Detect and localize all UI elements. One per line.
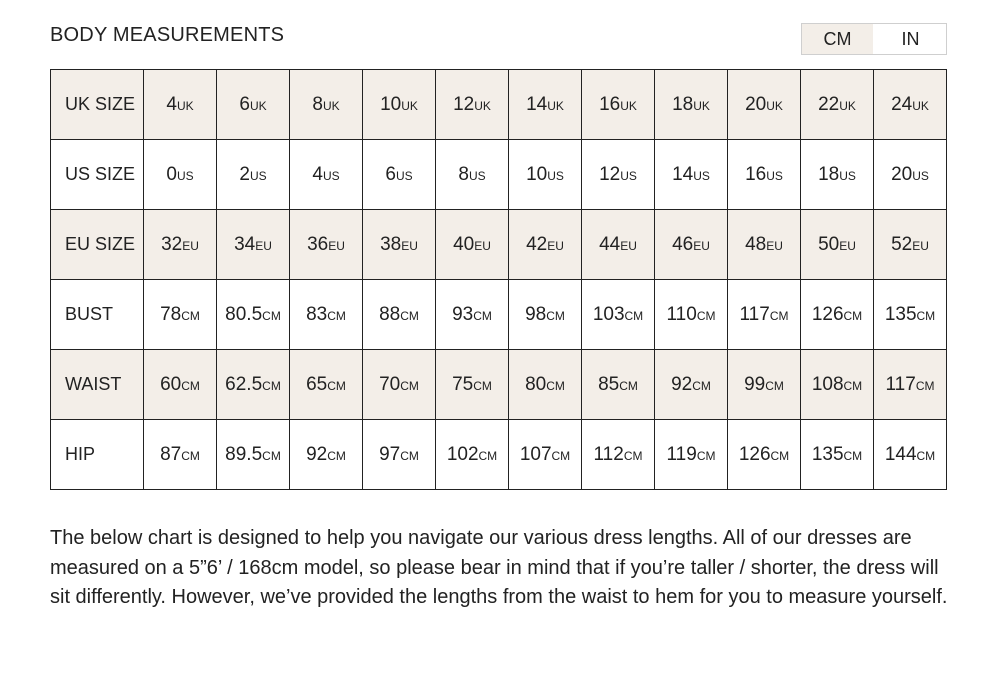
cell-unit: US xyxy=(547,168,564,183)
cell-unit: UK xyxy=(547,98,564,113)
cell-unit: US xyxy=(468,168,486,183)
cell-value: 8 xyxy=(312,93,323,115)
table-cell xyxy=(655,280,728,350)
cell-value: 88 xyxy=(379,303,401,325)
cell-unit: CM xyxy=(327,308,346,323)
table-cell xyxy=(144,420,217,490)
table-cell xyxy=(363,210,436,280)
cell-value: 117 xyxy=(885,373,916,395)
cell-unit: CM xyxy=(327,378,346,393)
cell-unit: CM xyxy=(400,308,419,323)
cell-value: 75 xyxy=(452,373,474,395)
cell-unit: UK xyxy=(693,98,710,113)
table-cell xyxy=(655,210,728,280)
cell-unit: CM xyxy=(624,308,644,323)
unit-toggle xyxy=(801,23,947,55)
cell-unit: EU xyxy=(912,238,929,253)
cell-unit: CM xyxy=(473,378,492,393)
cell-unit: EU xyxy=(182,238,199,253)
table-cell xyxy=(801,350,874,420)
table-cell xyxy=(363,140,436,210)
cell-unit: US xyxy=(249,168,267,183)
table-row xyxy=(51,350,947,420)
table-cell xyxy=(290,210,363,280)
table-cell xyxy=(509,280,582,350)
cell-value: 78 xyxy=(160,303,182,325)
table-cell xyxy=(436,420,509,490)
cell-value: 62.5 xyxy=(225,373,263,395)
row-label: BUST xyxy=(51,280,144,350)
table-cell xyxy=(728,420,801,490)
cell-value: 4 xyxy=(312,163,323,185)
cell-unit: CM xyxy=(916,448,936,463)
cell-value: 103 xyxy=(592,303,625,325)
cell-unit: UK xyxy=(839,98,856,113)
cell-unit: EU xyxy=(401,238,418,253)
row-label: WAIST xyxy=(51,350,144,420)
table-cell xyxy=(144,140,217,210)
cell-unit: CM xyxy=(181,378,200,393)
cm-toggle-button[interactable]: CM xyxy=(802,24,873,54)
cell-unit: CM xyxy=(692,378,711,393)
table-cell xyxy=(655,70,728,140)
cell-value: 42 xyxy=(526,233,548,255)
cell-value: 12 xyxy=(453,93,475,115)
cell-value: 98 xyxy=(525,303,547,325)
cell-unit: CM xyxy=(546,378,565,393)
size-table xyxy=(50,69,947,490)
table-cell xyxy=(655,350,728,420)
cell-value: 60 xyxy=(160,373,182,395)
cell-unit: CM xyxy=(696,448,716,463)
cell-value: 50 xyxy=(818,233,840,255)
table-cell xyxy=(509,420,582,490)
cell-unit: CM xyxy=(696,308,716,323)
cell-value: 24 xyxy=(891,93,913,115)
table-cell xyxy=(217,350,290,420)
cell-unit: UK xyxy=(912,98,929,113)
table-cell xyxy=(801,210,874,280)
cell-value: 22 xyxy=(818,93,840,115)
cell-value: 40 xyxy=(453,233,475,255)
cell-value: 107 xyxy=(519,443,552,465)
cell-unit: EU xyxy=(474,238,491,253)
table-cell xyxy=(655,140,728,210)
cell-value: 83 xyxy=(306,303,328,325)
table-cell xyxy=(874,420,947,490)
table-cell xyxy=(290,420,363,490)
cell-unit: CM xyxy=(843,448,863,463)
cell-value: 135 xyxy=(884,303,917,325)
table-cell xyxy=(874,70,947,140)
cell-value: 87 xyxy=(160,443,182,465)
cell-value: 126 xyxy=(811,303,844,325)
cell-value: 108 xyxy=(811,373,844,395)
table-cell xyxy=(728,140,801,210)
cell-unit: CM xyxy=(765,378,784,393)
table-cell xyxy=(436,280,509,350)
table-cell xyxy=(436,210,509,280)
table-cell xyxy=(728,210,801,280)
table-row xyxy=(51,210,947,280)
cell-value: 80 xyxy=(525,373,547,395)
page-title: BODY MEASUREMENTS xyxy=(50,24,285,46)
cell-value: 48 xyxy=(745,233,767,255)
cell-unit: CM xyxy=(551,448,571,463)
cell-unit: US xyxy=(693,168,710,183)
cell-unit: UK xyxy=(322,98,340,113)
row-label: US SIZE xyxy=(51,140,144,210)
cell-unit: US xyxy=(395,168,413,183)
cell-unit: US xyxy=(176,168,194,183)
cell-unit: UK xyxy=(401,98,418,113)
cell-unit: CM xyxy=(916,308,936,323)
cell-value: 20 xyxy=(745,93,767,115)
table-cell xyxy=(509,140,582,210)
cell-unit: UK xyxy=(474,98,491,113)
table-cell xyxy=(874,210,947,280)
cell-unit: EU xyxy=(766,238,783,253)
cell-unit: US xyxy=(839,168,856,183)
table-cell xyxy=(290,70,363,140)
cell-unit: EU xyxy=(547,238,564,253)
cell-unit: CM xyxy=(478,448,498,463)
table-cell xyxy=(144,210,217,280)
table-cell xyxy=(801,280,874,350)
cell-unit: CM xyxy=(623,448,643,463)
cell-value: 93 xyxy=(452,303,474,325)
cell-value: 10 xyxy=(380,93,402,115)
cell-value: 18 xyxy=(818,163,840,185)
table-cell xyxy=(582,420,655,490)
table-cell xyxy=(217,280,290,350)
cell-value: 20 xyxy=(891,163,913,185)
table-cell xyxy=(217,210,290,280)
cell-value: 16 xyxy=(599,93,621,115)
cell-unit: CM xyxy=(262,378,281,393)
cell-unit: CM xyxy=(769,308,789,323)
row-label: UK SIZE xyxy=(51,70,144,140)
cell-unit: CM xyxy=(546,308,565,323)
cell-value: 135 xyxy=(811,443,844,465)
cell-value: 52 xyxy=(891,233,913,255)
cell-value: 6 xyxy=(239,93,250,115)
cell-unit: EU xyxy=(693,238,710,253)
table-cell xyxy=(582,70,655,140)
table-cell xyxy=(874,350,947,420)
cell-value: 0 xyxy=(166,163,177,185)
table-cell xyxy=(217,70,290,140)
cell-value: 92 xyxy=(671,373,693,395)
cell-value: 85 xyxy=(598,373,620,395)
cell-value: 110 xyxy=(666,303,697,325)
table-cell xyxy=(801,140,874,210)
table-row xyxy=(51,140,947,210)
cell-value: 38 xyxy=(380,233,402,255)
table-cell xyxy=(874,280,947,350)
row-label: HIP xyxy=(51,420,144,490)
table-cell xyxy=(363,70,436,140)
cell-value: 14 xyxy=(672,163,694,185)
cell-unit: UK xyxy=(766,98,783,113)
cell-unit: EU xyxy=(620,238,637,253)
cell-value: 10 xyxy=(526,163,548,185)
cell-value: 144 xyxy=(884,443,917,465)
table-cell xyxy=(728,70,801,140)
table-cell xyxy=(509,70,582,140)
cell-unit: US xyxy=(912,168,929,183)
table-cell xyxy=(144,280,217,350)
cell-value: 102 xyxy=(446,443,479,465)
cell-unit: CM xyxy=(843,378,863,393)
cell-unit: CM xyxy=(843,308,863,323)
cell-unit: CM xyxy=(181,308,200,323)
cell-unit: CM xyxy=(915,378,935,393)
table-cell xyxy=(509,210,582,280)
cell-value: 8 xyxy=(458,163,469,185)
cell-value: 36 xyxy=(307,233,329,255)
cell-value: 44 xyxy=(599,233,621,255)
table-cell xyxy=(144,70,217,140)
cell-value: 126 xyxy=(738,443,771,465)
row-label: EU SIZE xyxy=(51,210,144,280)
table-cell xyxy=(582,350,655,420)
cell-unit: EU xyxy=(328,238,345,253)
table-cell xyxy=(436,140,509,210)
cell-unit: UK xyxy=(176,98,194,113)
cell-unit: UK xyxy=(249,98,267,113)
table-cell xyxy=(582,140,655,210)
table-cell xyxy=(217,420,290,490)
cell-value: 16 xyxy=(745,163,767,185)
cell-value: 65 xyxy=(306,373,328,395)
table-cell xyxy=(363,280,436,350)
table-cell xyxy=(582,280,655,350)
cell-value: 6 xyxy=(385,163,396,185)
cell-value: 80.5 xyxy=(225,303,263,325)
cell-unit: CM xyxy=(770,448,790,463)
table-row xyxy=(51,420,947,490)
cell-value: 18 xyxy=(672,93,694,115)
table-cell xyxy=(728,350,801,420)
table-cell xyxy=(144,350,217,420)
table-cell xyxy=(436,350,509,420)
table-cell xyxy=(363,420,436,490)
table-cell xyxy=(436,70,509,140)
cell-value: 46 xyxy=(672,233,694,255)
cell-unit: CM xyxy=(262,448,281,463)
cell-value: 70 xyxy=(379,373,401,395)
cell-unit: CM xyxy=(262,308,281,323)
table-cell xyxy=(217,140,290,210)
table-cell xyxy=(509,350,582,420)
table-cell xyxy=(290,140,363,210)
cell-unit: CM xyxy=(327,448,346,463)
table-cell xyxy=(582,210,655,280)
table-cell xyxy=(801,420,874,490)
cell-unit: CM xyxy=(181,448,200,463)
cell-unit: EU xyxy=(839,238,856,253)
table-cell xyxy=(655,420,728,490)
cell-value: 112 xyxy=(593,443,624,465)
cell-unit: EU xyxy=(255,238,272,253)
table-cell xyxy=(801,70,874,140)
table-cell xyxy=(290,350,363,420)
table-cell xyxy=(874,140,947,210)
cell-value: 12 xyxy=(599,163,621,185)
cell-value: 14 xyxy=(526,93,548,115)
table-cell xyxy=(290,280,363,350)
cell-value: 89.5 xyxy=(225,443,263,465)
table-cell xyxy=(728,280,801,350)
table-row xyxy=(51,70,947,140)
cell-unit: CM xyxy=(400,448,419,463)
cell-unit: UK xyxy=(620,98,637,113)
cell-value: 34 xyxy=(234,233,256,255)
in-toggle-button[interactable]: IN xyxy=(873,24,946,54)
cell-unit: US xyxy=(322,168,340,183)
cell-unit: CM xyxy=(400,378,419,393)
dress-length-note: The below chart is designed to help you navigate our various dress lengths. All of our dresses are measured on a 5”6’ / 168cm model, so please bear in mind that if you’re taller / shorter, the dress will sit differently. However, we’ve provided the lengths from the waist to hem for you to measure yourself. xyxy=(50,527,948,608)
cell-value: 32 xyxy=(161,233,183,255)
cell-unit: CM xyxy=(619,378,638,393)
cell-value: 2 xyxy=(239,163,250,185)
cell-value: 97 xyxy=(379,443,401,465)
cell-value: 117 xyxy=(739,303,770,325)
table-row xyxy=(51,280,947,350)
cell-unit: US xyxy=(766,168,783,183)
cell-unit: US xyxy=(620,168,637,183)
cell-unit: CM xyxy=(473,308,492,323)
cell-value: 119 xyxy=(666,443,697,465)
table-cell xyxy=(363,350,436,420)
cell-value: 92 xyxy=(306,443,328,465)
cell-value: 4 xyxy=(166,93,177,115)
cell-value: 99 xyxy=(744,373,766,395)
